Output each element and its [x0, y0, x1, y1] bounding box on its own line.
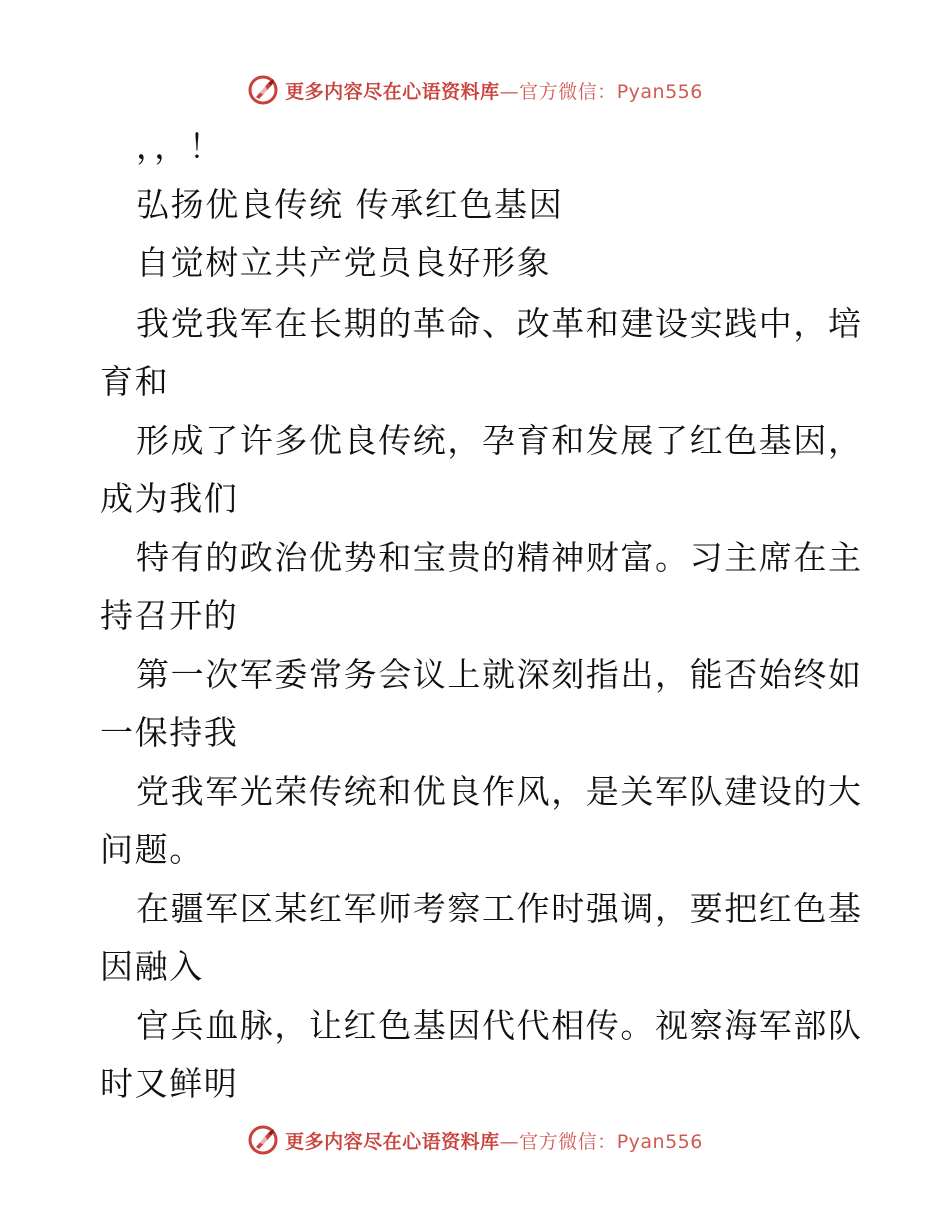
text-line: 成为我们 — [100, 479, 239, 518]
header-wechat-label: 官方微信： — [519, 80, 617, 103]
text-line: 形成了许多优良传统，孕育和发展了红色基因， — [136, 421, 863, 460]
header-banner — [247, 74, 703, 106]
footer-banner-dash: — — [499, 1130, 520, 1153]
text-line: 因融入 — [100, 947, 204, 986]
document-subtitle: 自觉树立共产党员良好形象 — [136, 243, 552, 282]
text-line: 在疆军区某红军师考察工作时强调，要把红色基 — [136, 889, 863, 928]
text-line: 育和 — [100, 362, 170, 401]
text-line: 问题。 — [100, 830, 204, 869]
header-banner-main: 更多内容尽在心语资料库 — [285, 80, 500, 103]
text-line: 持召开的 — [100, 596, 239, 635]
text-line: 第一次军委常务会议上就深刻指出，能否始终如 — [136, 655, 863, 694]
text-line: 时又鲜明 — [100, 1064, 239, 1103]
footer-banner-text — [285, 1127, 703, 1154]
header-banner-text — [285, 77, 703, 104]
header-wechat-id: Pyan556 — [616, 80, 703, 103]
page-footer — [0, 1120, 950, 1160]
footer-wechat-id: Pyan556 — [616, 1130, 703, 1153]
footer-banner — [247, 1124, 703, 1156]
quill-logo-icon — [247, 74, 279, 106]
header-banner-dash: — — [499, 80, 520, 103]
footer-banner-main: 更多内容尽在心语资料库 — [285, 1130, 500, 1153]
footer-wechat-label: 官方微信： — [519, 1130, 617, 1153]
text-line: ，，！ — [136, 127, 224, 166]
text-line: 特有的政治优势和宝贵的精神财富。习主席在主 — [136, 538, 863, 577]
text-line: 官兵血脉，让红色基因代代相传。视察海军部队 — [136, 1006, 863, 1045]
text-line: 党我军光荣传统和优良作风，是关军队建设的大 — [136, 772, 863, 811]
text-line: 我党我军在长期的革命、改革和建设实践中，培 — [136, 304, 863, 343]
page-header — [0, 70, 950, 110]
quill-logo-icon — [247, 1124, 279, 1156]
text-line: 一保持我 — [100, 713, 239, 752]
document-title: 弘扬优良传统 传承红色基因 — [136, 185, 564, 224]
